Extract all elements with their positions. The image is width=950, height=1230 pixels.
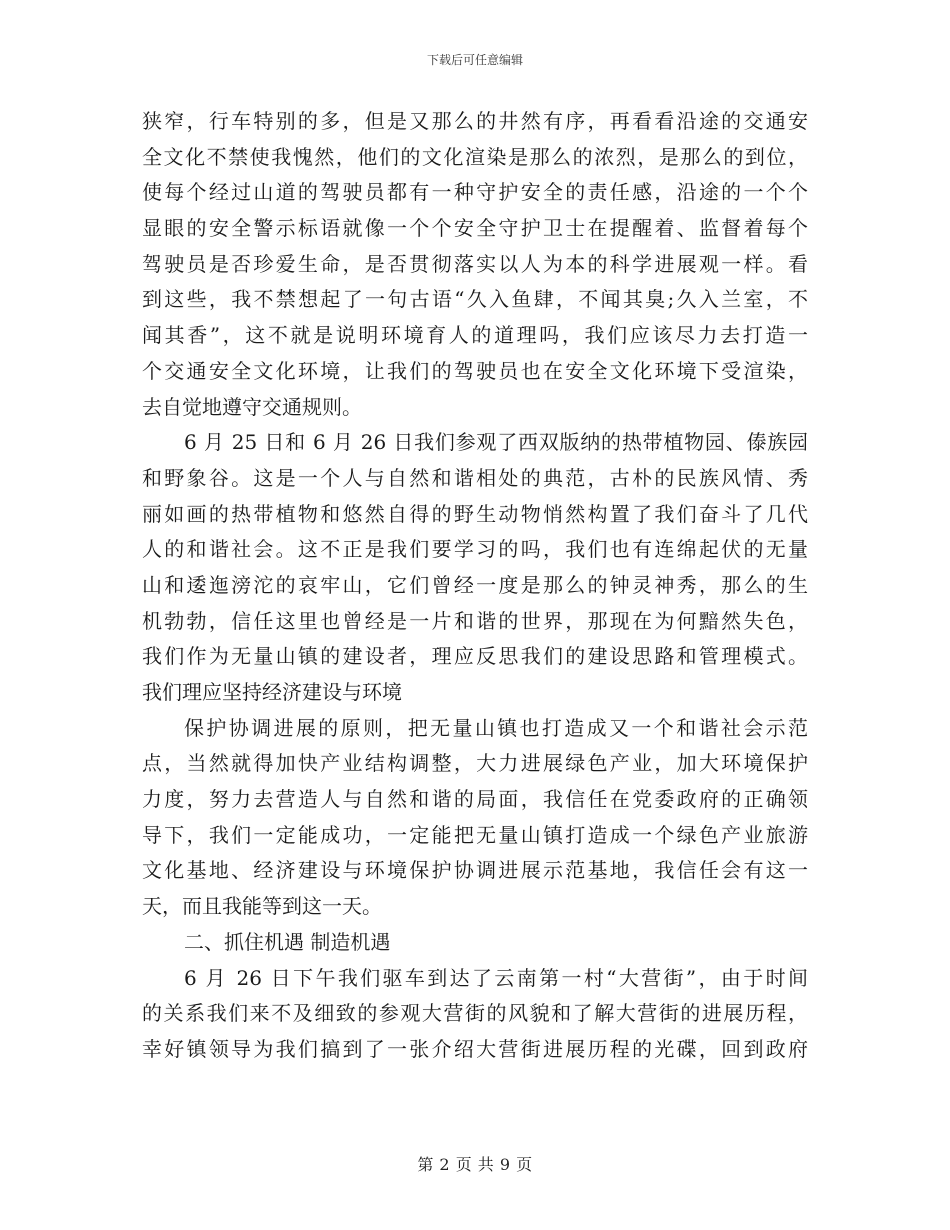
text-line: 点，当然就得加快产业结构调整，大力进展绿色产业，加大环境保护: [142, 751, 808, 776]
text-line: 机勃勃，信任这里也曾经是一片和谐的世界，那现在为何黯然失色，: [142, 608, 808, 633]
text-line: 去自觉地遵守交通规则。: [142, 394, 362, 419]
text-line: 力度，努力去营造人与自然和谐的局面，我信任在党委政府的正确领: [142, 787, 808, 812]
text-line: 保护协调进展的原则，把无量山镇也打造成又一个和谐社会示范: [184, 715, 808, 740]
text-line: 文化基地、经济建设与环境保护协调进展示范基地，我信任会有这一: [142, 858, 808, 883]
text-line: 6 月 25 日和 6 月 26 日我们参观了西双版纳的热带植物园、傣族园: [184, 430, 808, 455]
text-line: 使每个经过山道的驾驶员都有一种守护安全的责任感，沿途的一个个: [142, 180, 808, 205]
text-line: 二、抓住机遇 制造机遇: [184, 929, 391, 954]
document-body: [142, 104, 808, 1068]
page-header: [0, 52, 950, 68]
text-line: 人的和谐社会。这不正是我们要学习的吗，我们也有连绵起伏的无量: [142, 537, 808, 562]
text-line: 导下，我们一定能成功，一定能把无量山镇打造成一个绿色产业旅游: [142, 822, 808, 847]
text-line: 山和逶迤滂沱的哀牢山，它们曾经一度是那么的钟灵神秀，那么的生: [142, 572, 808, 597]
text-line: 全文化不禁使我愧然，他们的文化渲染是那么的浓烈，是那么的到位，: [142, 144, 808, 169]
text-line: 闻其香”，这不就是说明环境育人的道理吗，我们应该尽力去打造一: [142, 323, 808, 348]
header-note: 下载后可任意编辑: [426, 53, 523, 67]
text-line: 的关系我们来不及细致的参观大营街的风貌和了解大营街的进展历程，: [142, 1001, 808, 1026]
page-footer: [0, 1154, 950, 1176]
text-line: 和野象谷。这是一个人与自然和谐相处的典范，古朴的民族风情、秀: [142, 465, 808, 490]
text-line: 我们作为无量山镇的建设者，理应反思我们的建设思路和管理模式。: [142, 644, 808, 669]
text-line: 个交通安全文化环境，让我们的驾驶员也在安全文化环境下受渲染，: [142, 358, 808, 383]
text-line: 天，而且我能等到这一天。: [142, 894, 382, 919]
text-line: 驾驶员是否珍爱生命，是否贯彻落实以人为本的科学进展观一样。看: [142, 251, 808, 276]
text-line: 6 月 26 日下午我们驱车到达了云南第一村“大营街”，由于时间: [184, 965, 808, 990]
text-line: 丽如画的热带植物和悠然自得的野生动物悄然构置了我们奋斗了几代: [142, 501, 808, 526]
text-line: 幸好镇领导为我们搞到了一张介绍大营街进展历程的光碟，回到政府: [142, 1036, 808, 1061]
page-number: 第 2 页 共 9 页: [417, 1155, 533, 1174]
text-line: 狭窄，行车特别的多，但是又那么的井然有序，再看看沿途的交通安: [142, 109, 808, 133]
text-line: 我们理应坚持经济建设与环境: [142, 680, 402, 704]
text-line: 到这些，我不禁想起了一句古语“久入鱼肆，不闻其臭;久入兰室，不: [142, 287, 808, 312]
text-line: 显眼的安全警示标语就像一个个安全守护卫士在提醒着、监督着每个: [142, 216, 808, 241]
